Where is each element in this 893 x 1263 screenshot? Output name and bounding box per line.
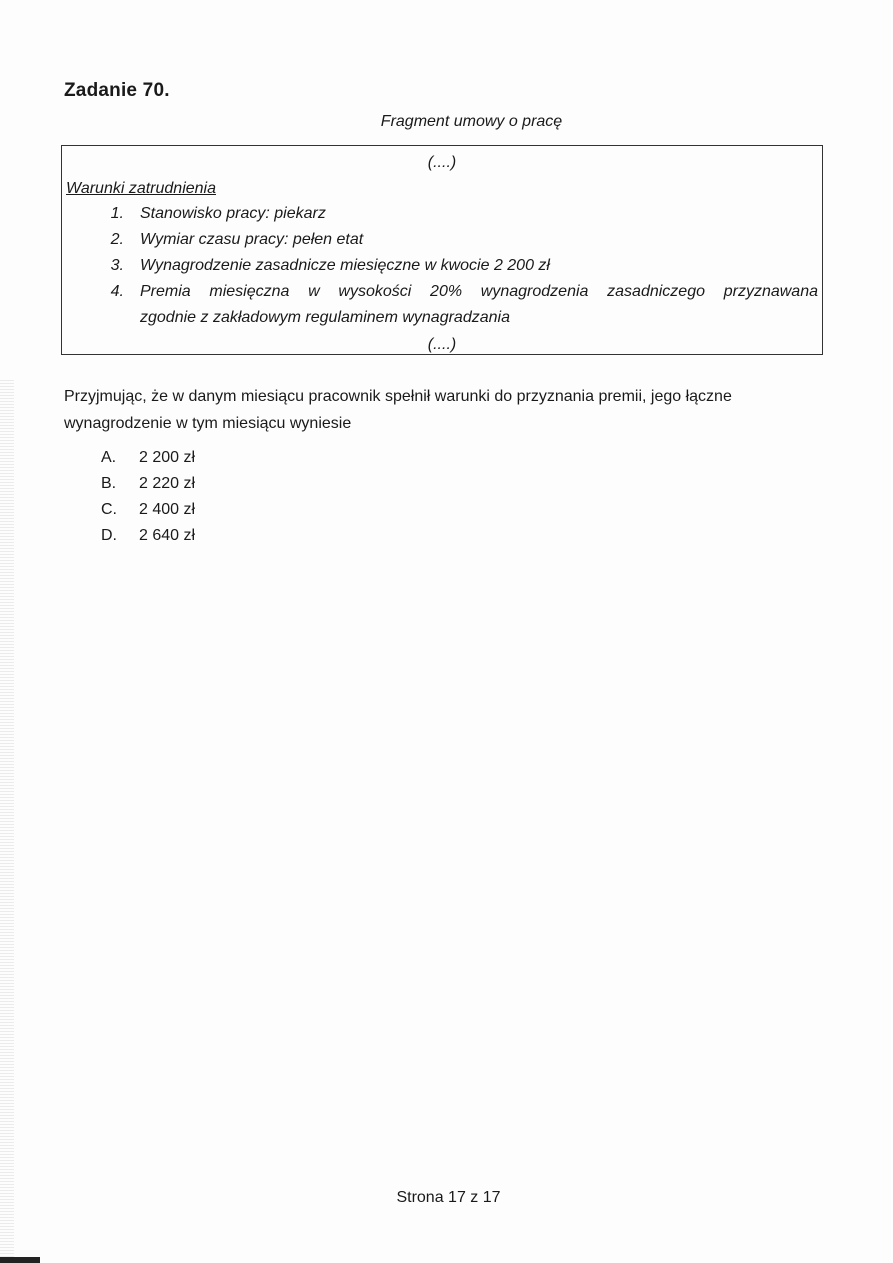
scan-edge-shadow: [0, 380, 14, 1263]
option-letter: A.: [101, 449, 117, 466]
term-number: 1.: [110, 205, 124, 222]
term-text-line2: zgodnie z zakładowym regulaminem wynagradzania: [140, 309, 510, 326]
term-text-line1: Premia miesięczna w wysokości 20% wynagrodzenia zasadniczego przyznawana: [140, 283, 818, 300]
term-number: 3.: [110, 257, 124, 274]
ellipsis-top: (....): [427, 154, 457, 171]
contract-heading: Warunki zatrudnienia: [66, 180, 217, 197]
ellipsis-bottom: (....): [427, 336, 457, 353]
term-text: Stanowisko pracy: piekarz: [140, 205, 326, 222]
option-value: 2 400 zł: [139, 501, 196, 518]
term-text: Wymiar czasu pracy: pełen etat: [140, 231, 364, 248]
task-subtitle: Fragment umowy o pracę: [380, 113, 563, 130]
contract-fragment-box: [61, 145, 823, 355]
option-letter: B.: [101, 475, 117, 492]
question-text: Przyjmując, że w danym miesiącu pracownik spełnił warunki do przyznania premii, jego łączne wynagrodzenie w tym miesiącu wyniesie: [64, 388, 732, 432]
option-letter: D.: [101, 527, 117, 544]
option-value: 2 220 zł: [139, 475, 196, 492]
term-text: Wynagrodzenie zasadnicze miesięczne w kwocie 2 200 zł: [140, 257, 550, 274]
scan-edge-mark: [0, 1257, 40, 1263]
term-number: 4.: [110, 283, 124, 300]
option-letter: C.: [101, 501, 117, 518]
option-value: 2 200 zł: [139, 449, 196, 466]
option-value: 2 640 zł: [139, 527, 196, 544]
page-number: Strona 17 z 17: [396, 1189, 501, 1206]
term-number: 2.: [110, 231, 124, 248]
task-title: Zadanie 70.: [64, 80, 170, 101]
